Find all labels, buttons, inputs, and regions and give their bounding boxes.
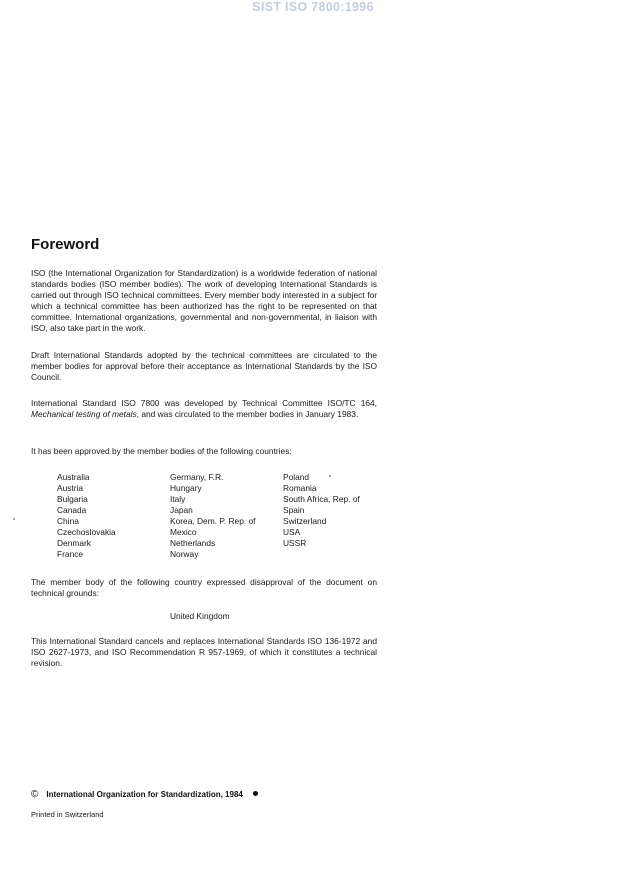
country-item: Czechoslovakia — [57, 527, 116, 537]
copyright-text: International Organization for Standardization, 1984 — [46, 790, 243, 799]
country-item: Japan — [170, 505, 193, 515]
country-item: Spain — [283, 505, 305, 515]
country-item: Austria — [57, 483, 84, 493]
disapproval-intro: The member body of the following country expressed disapproval of the document on technical grounds: — [31, 577, 377, 598]
country-item: Mexico — [170, 527, 197, 537]
country-item: Denmark — [57, 538, 91, 548]
copyright-symbol: © — [31, 789, 39, 800]
development-text-before: International Standard ISO 7800 was developed by Technical Committee ISO/TC 164, — [31, 398, 377, 408]
country-item: Netherlands — [170, 538, 216, 548]
scan-speck — [329, 475, 331, 477]
approval-intro: It has been approved by the member bodies of the following countries: — [31, 446, 292, 456]
country-item: Poland — [283, 472, 310, 482]
country-item: South Africa, Rep. of — [283, 494, 360, 504]
country-list-column-2 — [170, 472, 282, 560]
country-item: Romania — [283, 483, 317, 493]
country-list-column-3 — [283, 472, 383, 549]
country-item: USA — [283, 527, 301, 537]
printed-in: Printed in Switzerland — [31, 810, 104, 819]
country-item: Norway — [170, 549, 199, 559]
paragraph-development — [31, 398, 377, 420]
paragraph-draft-standards: Draft International Standards adopted by the technical committees are circulated to the member bodies for approval before their acceptance as International Standards by the ISO Council. — [31, 350, 377, 382]
country-item: Korea, Dem. P. Rep. of — [170, 516, 256, 526]
paragraph-iso-intro: ISO (the International Organization for Standardization) is a worldwide federation of national standards bodies (ISO member bodies). The work of developing International Standards is carried out through ISO technical committees. Every member body interested in a subject for which a technical committee has been authorized has the right to be represented on that committee. International organizations, governmental and non-governmental, in liaison with ISO, also take part in the work. — [31, 268, 377, 333]
paragraph-cancellation: This International Standard cancels and replaces International Standards ISO 136-1972 and ISO 2627-1973, and ISO Recommendation R 957-1969, of which it constitutes a technical revision. — [31, 636, 377, 668]
development-committee-title: Mechanical testing of metals — [31, 409, 137, 419]
country-item: Switzerland — [283, 516, 327, 526]
watermark: SIST ISO 7800:1996 — [252, 0, 374, 14]
country-item: France — [57, 549, 84, 559]
country-item: USSR — [283, 538, 307, 548]
country-list-column-1 — [57, 472, 169, 560]
country-item: Australia — [57, 472, 90, 482]
scan-speck — [13, 518, 15, 520]
bullet-dot-icon — [253, 791, 258, 796]
country-item: Bulgaria — [57, 494, 88, 504]
page-title: Foreword — [31, 236, 100, 253]
development-text-after: , and was circulated to the member bodies in January 1983. — [136, 409, 359, 419]
country-item: Hungary — [170, 483, 202, 493]
country-item: Canada — [57, 505, 87, 515]
country-item: Germany, F.R. — [170, 472, 224, 482]
disapproval-country: United Kingdom — [170, 611, 230, 621]
country-item: Italy — [170, 494, 186, 504]
copyright-line — [31, 789, 258, 800]
country-item: China — [57, 516, 79, 526]
